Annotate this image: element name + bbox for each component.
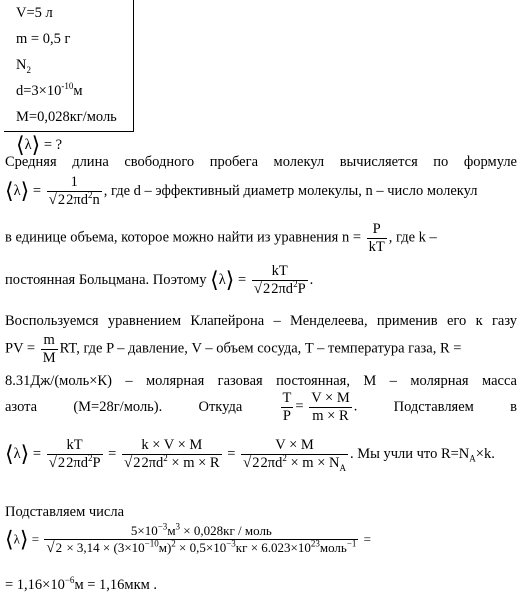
p2-line2: PV = $\frac{m}{M}$ RT, где P – давление, V – объем сосуда, T – температура газа, R = (5, 332, 462, 366)
chain-fraction-3: $\frac{V \times M}{√22\pi d^2 \times m \times N_A}$ (243, 437, 346, 473)
p2-line4: азота (M=28г/моль). Откуда $\frac{T}{P}$ = $\frac{V \times M}{m \times R}$ . Подставляем в (5, 390, 517, 424)
mean-free-path-pressure-fraction: $\frac{kT}{√22\pi d^2P}$ (253, 263, 306, 297)
t-over-p-fraction: $\frac{T}{P}$ (282, 390, 292, 424)
concentration-fraction: $\frac{P}{kT}$ (368, 221, 385, 255)
p3-formula-chain: ⟨λ⟩ = $\frac{kT}{√22\pi d^2P}$ = $\frac{k \times V \times M}{√22\pi d^2 \times m \times R}$ = $\frac{V \times M}{√22\pi d^2 \times m \times N_A}$ . Мы учли что $R=N_A\times k$. (5, 437, 495, 473)
vm-over-mr-fraction: $\frac{V \times M}{m \times R}$ (311, 390, 350, 424)
p4-numeric-formula: ⟨λ⟩ = $\frac{5\times 10^{-3}м^3 \times 0,028кг / моль}{√2 \times 3,14 \times (3\times 10^{-10}м)^2 \times 0,5\times 10^{-3}кг \times 6.023\times 10^{23}моль^{-1}}$ = (5, 521, 372, 556)
p4-result: = $1,16\times 10^{-6}м = 1,16мкм$ . (5, 575, 158, 593)
chain-fraction-2: $\frac{k \times V \times M}{√22\pi d^2 \times m \times R}$ (123, 437, 220, 471)
p2-line3: 8.31Дж/(моль×К) – молярная газовая постоянная, M – молярная масса (5, 373, 517, 389)
p2-line1: Воспользуемся уравнением Клапейрона – Менделеева, применив его к газу (5, 313, 517, 329)
given-mass: m = 0,5 г (16, 31, 71, 47)
p1-line3: в единице объема, которое можно найти из уравнения n = $\frac{P}{kT}$ , где k – (5, 221, 437, 255)
given-vertical-rule (133, 0, 134, 131)
p1-line4: постоянная Больцмана. Поэтому ⟨λ⟩ = $\frac{kT}{√22\pi d^2P}$ . (5, 263, 314, 297)
numeric-fraction: $\frac{5\times 10^{-3}м^3 \times 0,028кг / моль}{√2 \times 3,14 \times (3\times 10^{-10}м)^2 \times 0,5\times 10^{-3}кг \times 6.023\times 10^{23}моль^{-1}}$ (46, 521, 357, 556)
p1-formula-line: ⟨λ⟩ = $\frac{1}{√22\pi d^2n}$ , где d – эффективный диаметр молекулы, n – число молекул (5, 174, 478, 208)
p4-heading: Подставляем числа (5, 504, 125, 520)
given-molar-mass: M=0,028кг/моль (16, 109, 117, 125)
clapeyron-fraction: $\frac{m}{M}$ (42, 332, 56, 366)
given-find: ⟨λ⟩ = ? (16, 132, 63, 157)
given-volume: V=5 л (16, 5, 53, 21)
p1-line1: Средняя длина свободного пробега молекул вычисляется по формуле (5, 154, 517, 170)
given-diameter: $d=3\times 10^{-10}м$ (16, 81, 83, 99)
mean-free-path-fraction: $\frac{1}{√22\pi d^2n}$ (48, 174, 100, 208)
given-gas: $N_2$ (16, 57, 31, 75)
chain-fraction-1: $\frac{kT}{√22\pi d^2P}$ (48, 437, 101, 471)
